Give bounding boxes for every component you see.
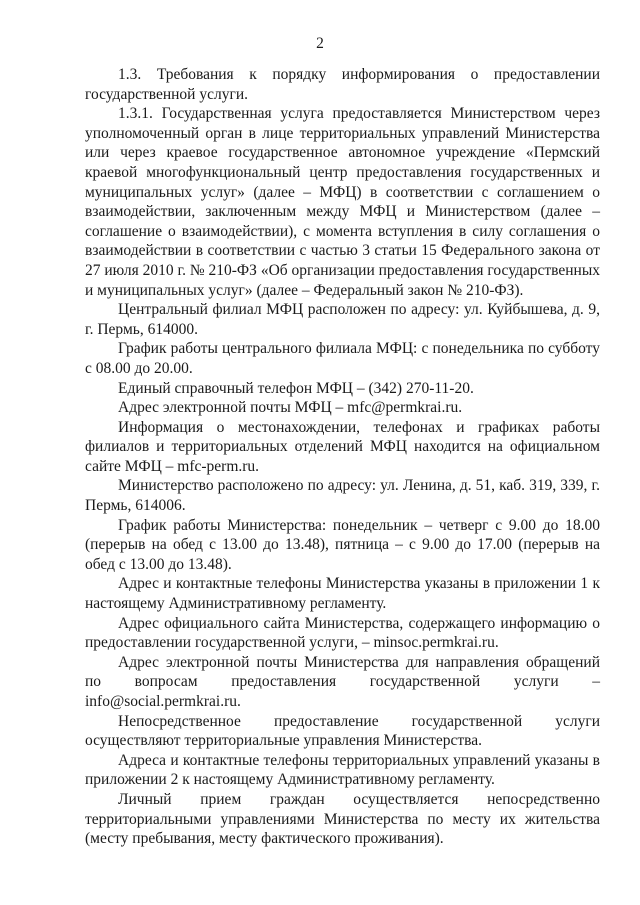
paragraph-direct-provision: Непосредственное предоставление государственной услуги осуществляют территориальные управления Министерства. [85,712,600,750]
paragraph-personal-reception: Личный прием граждан осуществляется непосредственно территориальными управлениями Министерства по месту их жительства (месту пребывания, месту фактического проживания). [85,790,600,848]
paragraph-mfc-phone: Единый справочный телефон МФЦ – (342) 270-11-20. [118,379,474,397]
paragraph-ministry-address: Министерство расположено по адресу: ул. Ленина, д. 51, каб. 319, 339, г. Пермь, 614006. [85,477,600,515]
paragraph-ministry-contacts: Адрес и контактные телефоны Министерства указаны в приложении 1 к настоящему Административному регламенту. [85,575,600,613]
paragraph-mfc-email: Адрес электронной почты МФЦ – mfc@permkrai.ru. [118,399,463,417]
page-number: 2 [316,35,324,52]
paragraph-1-3-heading: 1.3. Требования к порядку информирования о предоставлении государственной услуги. [85,66,600,103]
paragraph-1-3-1: 1.3.1. Государственная услуга предоставляется Министерством через уполномоченный орган в лице территориальных управлений Министерства или через краевое государственное автономное учреждение «Пермский краевой многофункциональный центр предоставления государственных и муниципальных услуг» (далее – МФЦ) в соответствии с соглашением о взаимодействии, заключенным между МФЦ и Министерством (далее – соглашение о взаимодействии), с момента вступления в силу соглашения о взаимодействии в соответствии с частью 3 статьи 15 Федерального закона от 27 июля 2010 г. № 210-ФЗ «Об организации предоставления государственных и муниципальных услуг» (далее – Федеральный закон № 210-ФЗ). [85,105,600,299]
paragraph-territorial-contacts: Адреса и контактные телефоны территориальных управлений указаны в приложении 2 к настоящему Административному регламенту. [85,751,600,789]
paragraph-mfc-schedule: График работы центрального филиала МФЦ: с понедельника по субботу с 08.00 до 20.00. [85,340,600,377]
document-body [85,65,600,849]
paragraph-mfc-branches-info: Информация о местонахождении, телефонах и графиках работы филиалов и территориальных отделений МФЦ находится на официальном сайте МФЦ – mfc-perm.ru. [85,418,600,475]
paragraph-ministry-website: Адрес официального сайта Министерства, содержащего информацию о предоставлении государственной услуги, – minsoc.permkrai.ru. [85,614,600,652]
paragraph-mfc-address: Центральный филиал МФЦ расположен по адресу: ул. Куйбышева, д. 9, г. Пермь, 614000. [85,301,600,338]
paragraph-ministry-schedule: График работы Министерства: понедельник – четверг с 9.00 до 18.00 (перерыв на обед с 13.00 до 13.48), пятница – с 9.00 до 17.00 (перерыв на обед с 13.00 до 13.48). [85,516,600,573]
paragraph-ministry-email: Адрес электронной почты Министерства для направления обращений по вопросам предоставления государственной услуги – info@social.permkrai.ru. [85,653,600,710]
